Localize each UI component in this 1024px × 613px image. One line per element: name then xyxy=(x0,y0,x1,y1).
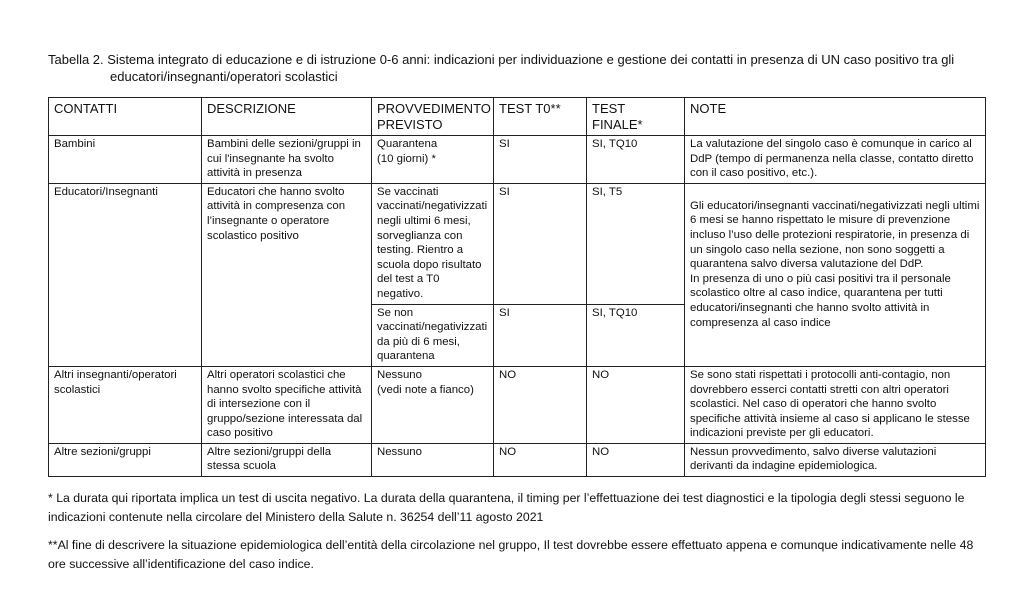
header-provvedimento-line-1: PROVVEDIMENTO xyxy=(377,101,491,116)
cell-contatti: Bambini xyxy=(49,136,202,184)
cell-note: Nessun provvedimento, salvo diverse valutazioni derivanti da indagine epidemiologica. xyxy=(685,443,986,476)
table-caption xyxy=(48,51,988,85)
cell-test-t0: NO xyxy=(494,443,587,476)
header-test-finale-line-2: FINALE* xyxy=(592,117,643,132)
cell-test-finale-non-vaccinati: SI, TQ10 xyxy=(587,304,685,366)
cell-contatti: Educatori/Insegnanti xyxy=(49,183,202,366)
cell-provvedimento: Nessuno xyxy=(372,443,494,476)
cell-test-t0: SI xyxy=(494,136,587,184)
header-provvedimento-line-2: PREVISTO xyxy=(377,117,443,132)
header-descrizione: DESCRIZIONE xyxy=(202,98,372,136)
footnotes xyxy=(48,489,988,574)
header-test-finale xyxy=(587,98,685,136)
cell-note-educatori xyxy=(685,183,986,366)
cell-test-t0: NO xyxy=(494,366,587,443)
header-test-finale-line-1: TEST xyxy=(592,101,626,116)
provvedimento-line-2: (vedi note a fianco) xyxy=(377,383,474,396)
provvedimento-line-1: Quarantena xyxy=(377,138,438,150)
cell-descrizione: Bambini delle sezioni/gruppi in cui l'insegnante ha svolto attività in presenza xyxy=(202,136,372,184)
cell-note: La valutazione del singolo caso è comunque in carico al DdP (tempo di permanenza nella classe, contatto diretto con il caso positivo, etc.). xyxy=(685,136,986,184)
provvedimento-line-2: (10 giorni) * xyxy=(377,152,436,165)
contacts-table xyxy=(48,97,986,477)
header-test-t0: TEST T0** xyxy=(494,98,587,136)
cell-provvedimento-non-vaccinati: Se non vaccinati/negativizzati da più di 6 mesi, quarantena xyxy=(372,304,494,366)
table-row-educatori xyxy=(49,183,986,304)
cell-test-finale-vaccinati: SI, T5 xyxy=(587,183,685,304)
cell-provvedimento-vaccinati: Se vaccinati vaccinati/negativizzati negli ultimi 6 mesi, sorveglianza con testing. Rientro a scuola dopo risultato del test a T0 negativo. xyxy=(372,183,494,304)
table-row-altre-sezioni xyxy=(49,443,986,476)
footnote-quarantena: * La durata qui riportata implica un test di uscita negativo. La durata della quarantena, il timing per l’effettuazione dei test diagnostici e la tipologia degli stessi seguono le indicazioni contenute nella circolare del Ministero della Salute n. 36254 dell’11 agosto 2021 xyxy=(48,491,965,524)
table-header-row xyxy=(49,98,986,136)
cell-note: Se sono stati rispettati i protocolli anti-contagio, non dovrebbero esserci contatti stretti con altri operatori scolastici. Nel caso di operatori che hanno svolto specifiche attività insieme al caso si applicano le stesse indicazioni previste per gli educatori. xyxy=(685,366,986,443)
table-row-bambini xyxy=(49,136,986,184)
cell-contatti: Altre sezioni/gruppi xyxy=(49,443,202,476)
cell-contatti: Altri insegnanti/operatori scolastici xyxy=(49,366,202,443)
provvedimento-line-1: Nessuno xyxy=(377,368,422,381)
cell-test-finale: NO xyxy=(587,443,685,476)
footnote-test-t0: **Al fine di descrivere la situazione epidemiologica dell’entità della circolazione nel gruppo, Il test dovrebbe essere effettuato appena e comunque indicativamente nelle 48 ore successive all’identificazione del caso indice. xyxy=(48,538,974,571)
cell-test-t0-vaccinati: SI xyxy=(494,183,587,304)
cell-provvedimento xyxy=(372,366,494,443)
note-paragraph-1: Gli educatori/insegnanti vaccinati/negativizzati negli ultimi 6 mesi se hanno rispettato le misure di prevenzione incluso l’uso delle protezioni respiratorie, in presenza di un singolo caso nella sezione, non sono soggetti a quarantena salvo diversa valutazione del DdP. xyxy=(690,199,980,271)
cell-test-finale: SI, TQ10 xyxy=(587,136,685,184)
caption-line-2: educatori/insegnanti/operatori scolastici xyxy=(110,69,338,84)
cell-test-t0-non-vaccinati: SI xyxy=(494,304,587,366)
cell-provvedimento xyxy=(372,136,494,184)
header-note: NOTE xyxy=(685,98,986,136)
cell-test-finale: NO xyxy=(587,366,685,443)
caption-line-1: Tabella 2. Sistema integrato di educazione e di istruzione 0-6 anni: indicazioni per individuazione e gestione dei contatti in presenza di UN caso positivo tra gli xyxy=(48,52,955,67)
table-row-altri-insegnanti xyxy=(49,366,986,443)
cell-descrizione: Altre sezioni/gruppi della stessa scuola xyxy=(202,443,372,476)
note-paragraph-2: In presenza di uno o più casi positivi tra il personale scolastico oltre al caso indice, quarantena per tutti educatori/insegnanti che hanno svolto attività in compresenza al caso indice xyxy=(690,272,951,329)
cell-descrizione: Educatori che hanno svolto attività in compresenza con l’insegnante o operatore scolastico positivo xyxy=(202,183,372,366)
header-contatti: CONTATTI xyxy=(49,98,202,136)
cell-descrizione: Altri operatori scolastici che hanno svolto specifiche attività di intersezione con il gruppo/sezione interessata dal caso positivo xyxy=(202,366,372,443)
header-provvedimento xyxy=(372,98,494,136)
